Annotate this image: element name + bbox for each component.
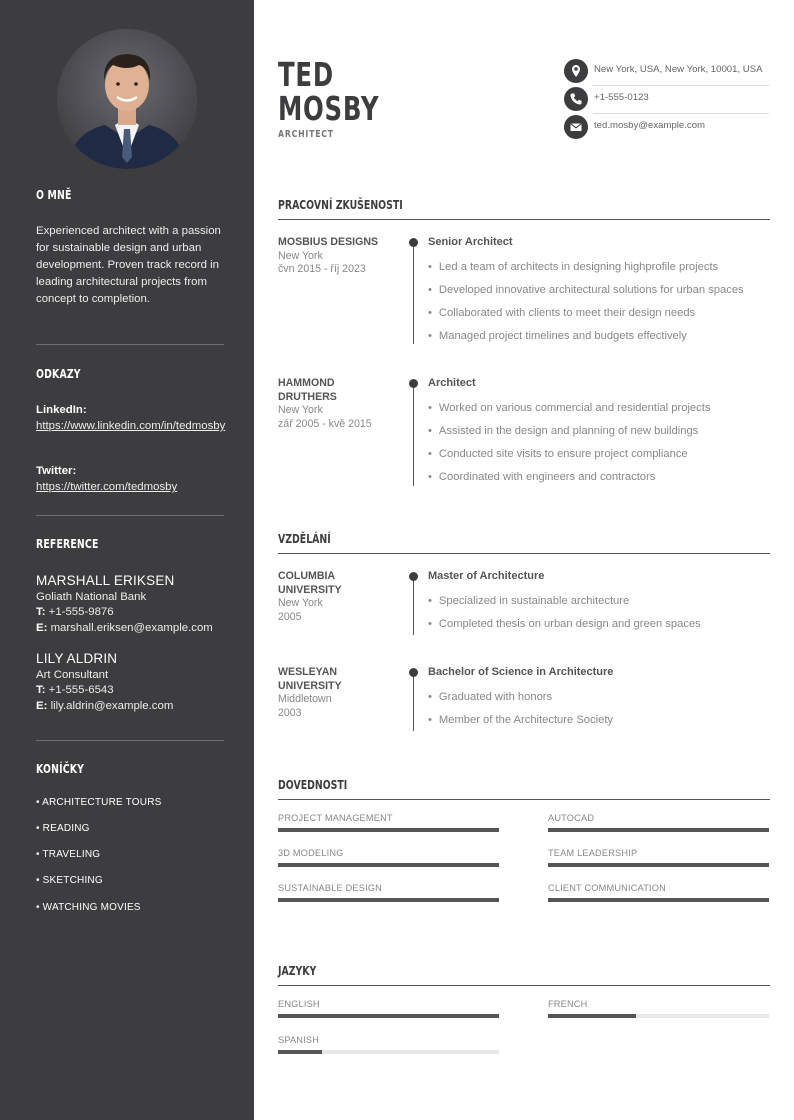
bullet-item: • Developed innovative architectural solutions for urban spaces (428, 284, 744, 296)
experience-heading: PRACOVNÍ ZKUŠENOSTI (278, 198, 403, 212)
timeline-line (413, 576, 414, 635)
org-dates: 2003 (278, 706, 302, 719)
language-item (548, 999, 769, 1009)
skill-item (278, 848, 499, 858)
reference-company: Goliath National Bank (36, 591, 147, 603)
hobby-item: • TRAVELING (36, 849, 101, 860)
email-text: ted.mosby@example.com (594, 120, 706, 131)
hobbies-heading: KONÍČKY (36, 762, 85, 776)
skill-name: PROJECT MANAGEMENT (278, 813, 393, 823)
hobby-item: • ARCHITECTURE TOURS (36, 797, 162, 808)
phone-value: +1-555-9876 (48, 606, 114, 618)
timeline-dot (409, 668, 418, 677)
education-heading: VZDĚLÁNÍ (278, 532, 331, 546)
link-label: Twitter: (36, 465, 77, 477)
language-item (278, 1035, 499, 1045)
hobby-item: • WATCHING MOVIES (36, 902, 141, 913)
address-text: New York, USA, New York, 10001, USA (594, 64, 763, 75)
language-name: ENGLISH (278, 999, 320, 1009)
email-value: marshall.eriksen@example.com (50, 621, 213, 634)
bullet-item: • Managed project timelines and budgets effectively (428, 330, 687, 342)
degree: Master of Architecture (428, 570, 545, 582)
skill-item (278, 883, 499, 893)
bullet-item: • Graduated with honors (428, 691, 552, 703)
bullet-item: • Led a team of architects in designing highprofile projects (428, 261, 718, 273)
experience-org (278, 377, 398, 431)
links-heading: ODKAZY (36, 367, 81, 381)
reference-email (36, 621, 236, 637)
linkedin-link[interactable]: https://www.linkedin.com/in/tedmosby (36, 420, 226, 432)
org-name-line: COLUMBIA (278, 570, 336, 582)
skill-name: SUSTAINABLE DESIGN (278, 883, 383, 893)
section-rule (278, 219, 770, 220)
education-org (278, 570, 398, 624)
timeline-line (413, 242, 414, 344)
reference-phone (36, 683, 236, 699)
skill-bar-fill (548, 828, 769, 832)
bullet-item: • Conducted site visits to ensure project compliance (428, 448, 688, 460)
references-heading: REFERENCE (36, 537, 99, 551)
bullet-item: • Completed thesis on urban design and green spaces (428, 618, 701, 630)
language-bar-fill (278, 1050, 322, 1054)
divider (36, 344, 224, 345)
divider (36, 515, 224, 516)
phone-value: +1-555-6543 (48, 684, 114, 696)
org-dates: čvn 2015 - říj 2023 (278, 263, 366, 275)
reference-phone (36, 605, 236, 621)
divider (593, 85, 769, 86)
contact-phone (564, 87, 769, 111)
skill-item (548, 848, 769, 858)
org-location: Middletown (278, 693, 332, 705)
org-name-line: HAMMOND (278, 377, 335, 389)
contact-address (564, 59, 769, 83)
skill-item (278, 813, 499, 823)
reference-company: Art Consultant (36, 669, 109, 681)
section-rule (278, 553, 770, 554)
org-name-line: UNIVERSITY (278, 583, 342, 596)
bullet-item: • Worked on various commercial and residential projects (428, 402, 710, 414)
bullet-item: • Member of the Architecture Society (428, 714, 613, 726)
email-label: E: (36, 621, 48, 634)
org-location: New York (278, 249, 323, 262)
link-twitter (36, 463, 226, 495)
language-bar (278, 1014, 499, 1018)
email-label: E: (36, 699, 48, 712)
skill-name: CLIENT COMMUNICATION (548, 883, 666, 893)
timeline-dot (409, 379, 418, 388)
link-label: LinkedIn: (36, 404, 87, 416)
skill-bar (278, 828, 499, 832)
skill-name: TEAM LEADERSHIP (548, 848, 638, 858)
skill-bar-fill (548, 863, 769, 867)
hobby-item: • READING (36, 823, 90, 834)
org-dates: 2005 (278, 610, 302, 623)
language-bar-fill (278, 1014, 499, 1018)
skill-bar (548, 863, 769, 867)
skill-item (548, 883, 769, 893)
email-value: lily.aldrin@example.com (50, 699, 174, 712)
org-dates: zář 2005 - kvě 2015 (278, 417, 372, 430)
about-text: Experienced architect with a passion for sustainable design and urban development. Proven track record in leading architectural projects from concept to completion. (36, 225, 221, 305)
sidebar (0, 0, 254, 1120)
portrait-image (57, 29, 197, 169)
bullet-item: • Specialized in sustainable architecture (428, 595, 629, 607)
language-bar-fill (548, 1014, 636, 1018)
skills-heading: DOVEDNOSTI (278, 778, 348, 792)
skill-bar (278, 863, 499, 867)
job-role: Senior Architect (428, 236, 513, 248)
org-name-line: UNIVERSITY (278, 679, 342, 692)
section-rule (278, 799, 770, 800)
skill-name: 3D MODELING (278, 848, 344, 858)
skill-name: AUTOCAD (548, 813, 595, 823)
reference-name: MARSHALL ERIKSEN (36, 573, 175, 588)
language-name: SPANISH (278, 1035, 320, 1045)
org-name: MOSBIUS DESIGNS (278, 236, 379, 248)
reference-name: LILY ALDRIN (36, 651, 118, 666)
contact-email (564, 115, 769, 139)
reference-item (36, 572, 236, 636)
reference-email (36, 699, 236, 715)
org-location: New York (278, 404, 323, 416)
language-bar (548, 1014, 769, 1018)
link-linkedin (36, 402, 226, 434)
bullet-item: • Collaborated with clients to meet their design needs (428, 307, 695, 319)
experience-org (278, 236, 398, 277)
org-name-line: WESLEYAN (278, 666, 338, 678)
job-title: ARCHITECT (278, 129, 334, 140)
profile-photo (57, 29, 197, 169)
timeline-dot (409, 238, 418, 247)
languages-heading: JAZYKY (278, 964, 317, 978)
first-name: TED (278, 55, 334, 94)
timeline-dot (409, 572, 418, 581)
skill-bar-fill (278, 828, 499, 832)
about-heading: O MNĚ (36, 188, 72, 202)
org-location: New York (278, 597, 323, 609)
phone-icon (564, 87, 588, 111)
skill-bar-fill (278, 863, 499, 867)
bullet-item: • Assisted in the design and planning of new buildings (428, 425, 698, 437)
bullet-item: • Coordinated with engineers and contractors (428, 471, 655, 483)
phone-label: T: (36, 606, 46, 618)
email-icon (564, 115, 588, 139)
skill-item (548, 813, 769, 823)
language-name: FRENCH (548, 999, 588, 1009)
divider (36, 740, 224, 741)
education-org (278, 666, 398, 720)
hobby-item: • SKETCHING (36, 875, 103, 886)
skill-bar (278, 898, 499, 902)
degree: Bachelor of Science in Architecture (428, 666, 614, 678)
divider (593, 113, 769, 114)
skill-bar-fill (548, 898, 769, 902)
org-name-line: DRUTHERS (278, 390, 337, 403)
job-role: Architect (428, 377, 476, 389)
skill-bar (548, 828, 769, 832)
location-pin-icon (564, 59, 588, 83)
skill-bar-fill (278, 898, 499, 902)
section-rule (278, 985, 770, 986)
twitter-link[interactable]: https://twitter.com/tedmosby (36, 481, 178, 493)
language-bar (278, 1050, 499, 1054)
skill-bar (548, 898, 769, 902)
phone-text: +1-555-0123 (594, 92, 649, 103)
timeline-line (413, 383, 414, 486)
last-name: MOSBY (278, 89, 380, 128)
timeline-line (413, 672, 414, 731)
reference-item (36, 650, 236, 714)
phone-label: T: (36, 684, 46, 696)
language-item (278, 999, 499, 1009)
